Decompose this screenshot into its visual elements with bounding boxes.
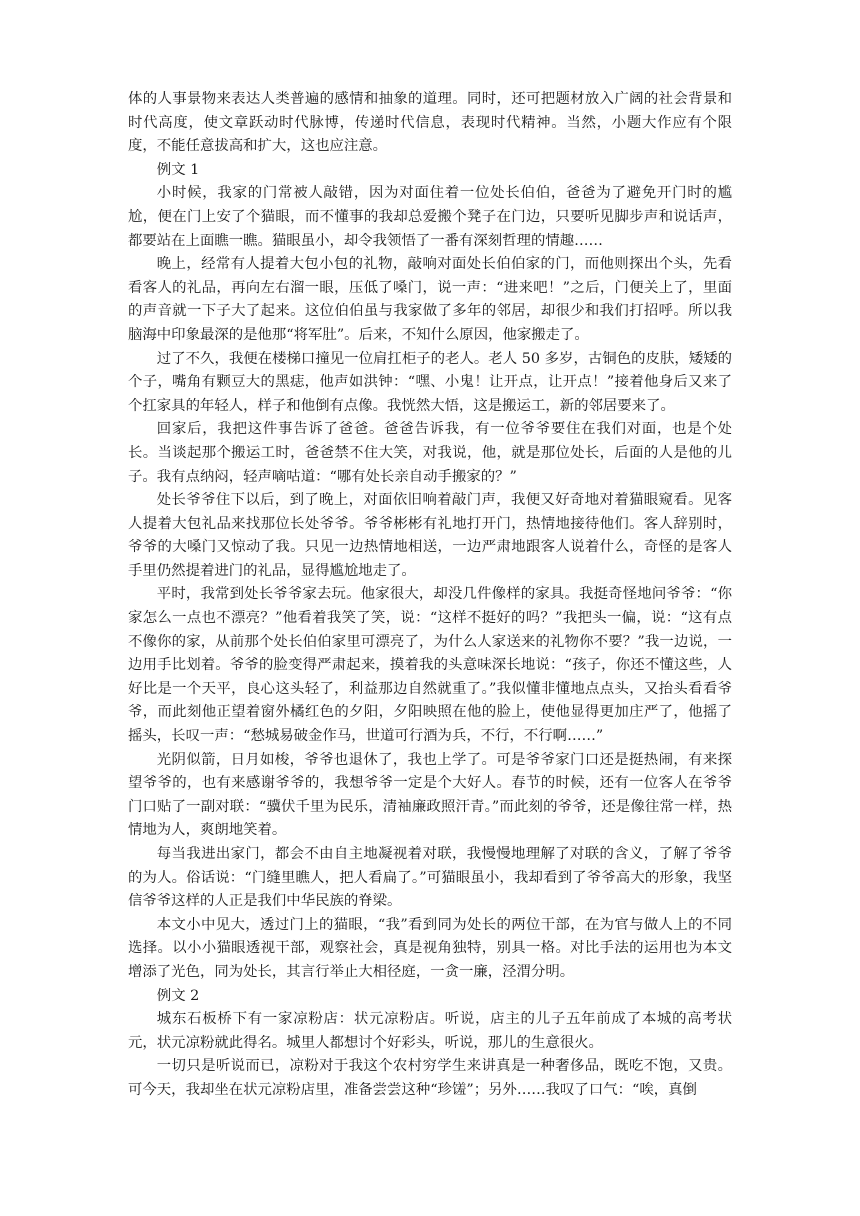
example-heading-1: 例文 1 bbox=[156, 161, 200, 178]
paragraph-intro-continuation: 体的人事景物来表达人类普遍的感情和抽象的道理。同时，还可把题材放入广阔的社会背景和时代高度，使文章跃动时代脉博，传递时代信息，表现时代精神。当然，小题大作应有个限度，不能任意拔高和扩大，这也应注意。 bbox=[128, 91, 732, 155]
paragraph: 过了不久，我便在楼梯口撞见一位肩扛柜子的老人。老人 50 多岁，古铜色的皮肤，矮矮的个子，嘴角有颗豆大的黑痣，他声如洪钟：“嘿、小鬼！让开点，让开点！”接着他身后又来了个扛家具的年轻人，样子和他倒有点像。我恍然大悟，这是搬运工，新的邻居要来了。 bbox=[128, 350, 732, 414]
paragraph: 回家后，我把这件事告诉了爸爸。爸爸告诉我，有一位爷爷要住在我们对面，也是个处长。当谈起那个搬运工时，爸爸禁不住大笑，对我说，他，就是那位处长，后面的人是他的儿子。我有点纳闷，轻声嘀咕道：“哪有处长亲自动手搬家的？” bbox=[128, 421, 732, 485]
paragraph: 城东石板桥下有一家凉粉店：状元凉粉店。听说，店主的儿子五年前成了本城的高考状元，状元凉粉就此得名。城里人都想讨个好彩头，听说，那儿的生意很火。 bbox=[128, 1011, 732, 1051]
paragraph: 光阴似箭，日月如梭，爷爷也退休了，我也上学了。可是爷爷家门口还是挺热闹，有来探望爷爷的，也有来感谢爷爷的，我想爷爷一定是个大好人。春节的时候，还有一位客人在爷爷门口贴了一副对联：“骥伏千里为民乐，清袖廉政照汗青。”而此刻的爷爷，还是像往常一样，热情地为人，爽朗地笑着。 bbox=[128, 751, 732, 839]
document-page bbox=[128, 88, 732, 1103]
paragraph: 每当我进出家门，都会不由自主地凝视着对联，我慢慢地理解了对联的含义，了解了爷爷的为人。俗话说：“门缝里瞧人，把人看扁了。”可猫眼虽小，我却看到了爷爷高大的形象，我坚信爷爷这样的人正是我们中华民族的脊梁。 bbox=[128, 846, 732, 910]
paragraph: 小时候，我家的门常被人敲错，因为对面住着一位处长伯伯，爸爸为了避免开门时的尴尬，便在门上安了个猫眼，而不懂事的我却总爱搬个凳子在门边，只要听见脚步声和说话声，都要站在上面瞧一瞧。猫眼虽小，却令我领悟了一番有深刻哲理的情趣…… bbox=[128, 185, 732, 249]
paragraph: 处长爷爷住下以后，到了晚上，对面依旧响着敲门声，我便又好奇地对着猫眼窥看。见客人提着大包礼品来找那位长处爷爷。爷爷彬彬有礼地打开门，热情地接待他们。客人辞别时，爷爷的大嗓门又惊动了我。只见一边热情地相送，一边严肃地跟客人说着什么，奇怪的是客人手里仍然提着进门的礼品，显得尴尬地走了。 bbox=[128, 492, 732, 579]
commentary-paragraph: 本文小中见大，透过门上的猫眼，“我”看到同为处长的两位干部，在为官与做人上的不同选择。以小小猫眼透视干部，观察社会，真是视角独特，别具一格。对比手法的运用也为本文增添了光色，同为处长，其言行举止大相径庭，一贪一廉，泾渭分明。 bbox=[128, 916, 732, 980]
paragraph: 平时，我常到处长爷爷家去玩。他家很大，却没几件像样的家具。我挺奇怪地问爷爷：“你家怎么一点也不漂亮？”他看着我笑了笑，说：“这样不挺好的吗？”我把头一偏，说：“这有点不像你的家，从前那个处长伯伯家里可漂亮了，为什么人家送来的礼物你不要？”我一边说，一边用手比划着。爷爷的脸变得严肃起来，摸着我的头意味深长地说：“孩子，你还不懂这些，人好比是一个天平，良心这头轻了，利益那边自然就重了。”我似懂非懂地点点头，又抬头看看爷爷，而此刻他正望着窗外橘红色的夕阳，夕阳映照在他的脸上，使他显得更加庄严了，他摇了摇头，长叹一声：“愁城易破金作马，世道可行酒为兵，不行，不行啊……” bbox=[128, 586, 732, 745]
example-heading-2: 例文 2 bbox=[156, 987, 200, 1004]
paragraph: 晚上，经常有人提着大包小包的礼物，敲响对面处长伯伯家的门，而他则探出个头，先看看客人的礼品，再向左右溜一眼，压低了嗓门，说一声：“进来吧！”之后，门便关上了，里面的声音就一下子大了起来。这位伯伯虽与我家做了多年的邻居，却很少和我们打招呼。所以我脑海中印象最深的是他那“将军肚”。后来，不知什么原因，他家搬走了。 bbox=[128, 256, 732, 343]
paragraph: 一切只是听说而已，凉粉对于我这个农村穷学生来讲真是一种奢侈品，既吃不饱，又贵。可今天，我却坐在状元凉粉店里，准备尝尝这种“珍馐”；另外……我叹了口气：“唉，真倒 bbox=[128, 1058, 732, 1098]
